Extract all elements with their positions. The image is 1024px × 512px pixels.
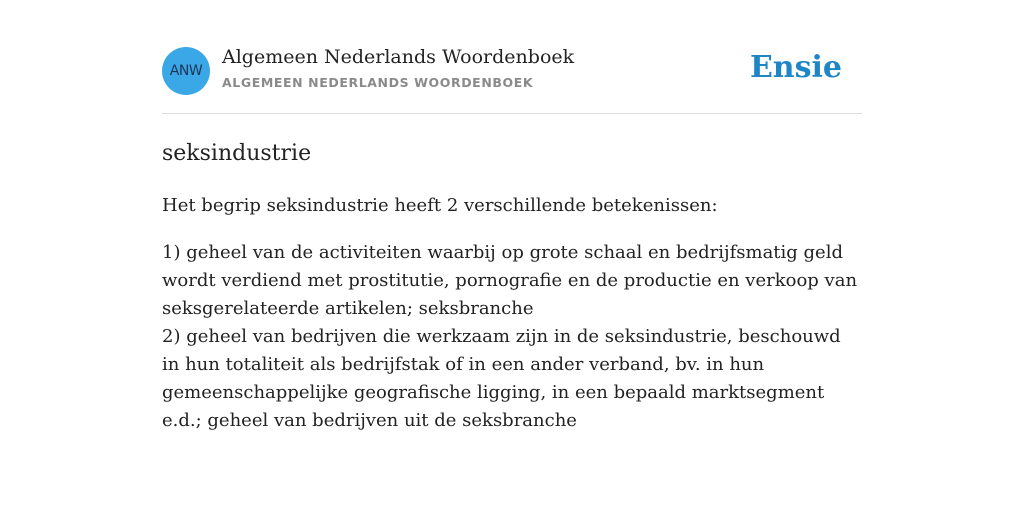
entry-intro: Het begrip seksindustrie heeft 2 verschillende betekenissen: (162, 195, 718, 216)
logo-text: ANW (169, 63, 203, 79)
meanings-list (162, 239, 862, 435)
source-subtitle: ALGEMEEN NEDERLANDS WOORDENBOEK (222, 75, 534, 90)
meaning-item-1: 1) geheel van de activiteiten waarbij op grote schaal en bedrijfsmatig geld wordt verdiend met prostitutie, pornografie en de productie en verkoop van seksgerelateerde artikelen; seksbranche (162, 242, 858, 319)
anw-logo[interactable] (162, 47, 210, 95)
source-header (162, 46, 862, 114)
entry-card (162, 46, 862, 435)
entry-term: seksindustrie (162, 141, 312, 166)
source-name[interactable]: Algemeen Nederlands Woordenboek (222, 46, 575, 68)
ensie-brand-logo[interactable]: Ensie (749, 50, 842, 85)
meaning-item-2: 2) geheel van bedrijven die werkzaam zijn in de seksindustrie, beschouwd in hun totaliteit als bedrijfstak of in een ander verband, bv. in hun gemeenschappelijke geografische ligging, in een bepaald marktsegment e.d.; geheel van bedrijven uit de seksbranche (162, 326, 841, 431)
